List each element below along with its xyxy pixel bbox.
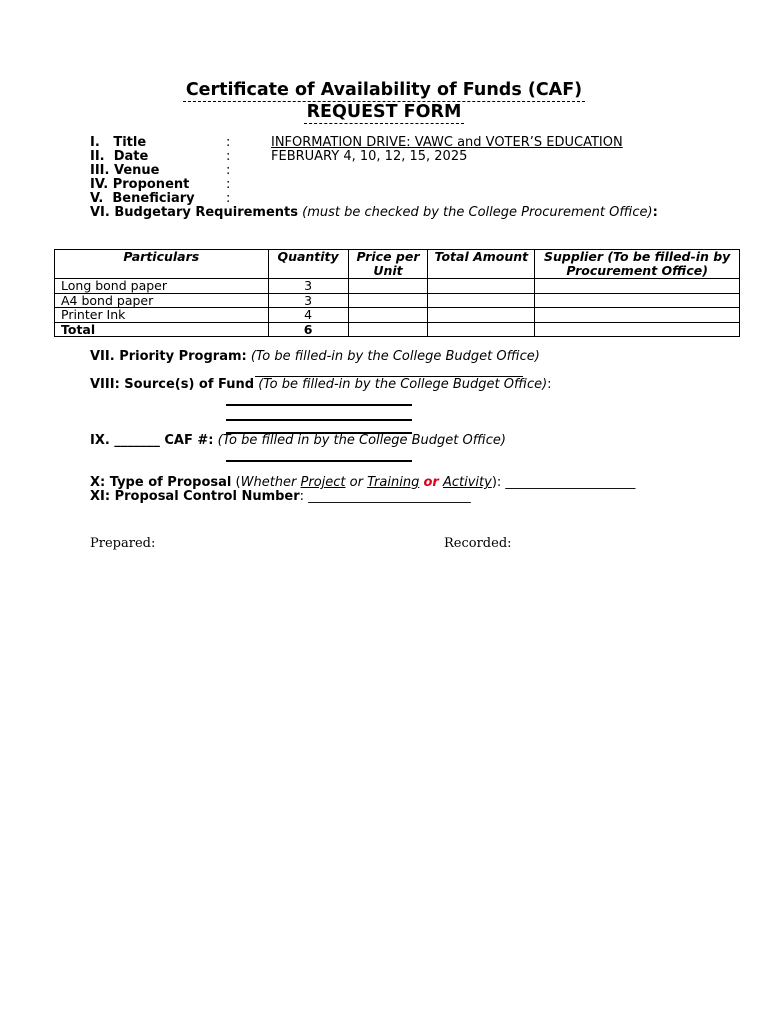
form-title-line2: REQUEST FORM	[304, 102, 465, 124]
col-header-price: Price per Unit	[348, 250, 428, 279]
field-num: V.	[90, 191, 104, 206]
budgetary-requirements	[90, 206, 670, 220]
field-colon: :	[226, 177, 231, 192]
field-label: Date	[113, 149, 149, 164]
cell-particulars: Printer Ink	[55, 308, 269, 323]
table-header-row	[55, 250, 740, 279]
caf-number	[90, 434, 506, 448]
field-label: Beneficiary	[112, 191, 195, 206]
field-colon: :	[226, 149, 231, 164]
option-project: Project	[300, 475, 346, 490]
cell-supplier	[535, 293, 740, 308]
type-of-proposal: X: Type of Proposal (Whether Project or Training or Activity): ____________________	[90, 475, 636, 490]
control-number-label: XI: Proposal Control Number	[90, 489, 300, 504]
source-line-1	[226, 404, 412, 406]
budget-label: VI. Budgetary Requirements	[90, 205, 298, 220]
option-training: Training	[367, 475, 420, 490]
col-header-quantity: Quantity	[268, 250, 348, 279]
cell-total	[428, 293, 535, 308]
field-value-date: FEBRUARY 4, 10, 12, 15, 2025	[271, 149, 468, 164]
cell-supplier	[535, 308, 740, 323]
proposal-control-number: XI: Proposal Control Number: _________________________	[90, 489, 471, 504]
field-label: Proponent	[112, 177, 190, 192]
field-colon: :	[226, 191, 231, 206]
field-num: I.	[90, 135, 100, 150]
proposal-type-blank: ____________________	[505, 475, 636, 490]
budget-table	[54, 249, 740, 337]
col-header-supplier: Supplier (To be filled-in by Procurement Office)	[535, 250, 740, 279]
source-line-2	[226, 419, 412, 421]
field-colon: :	[226, 163, 231, 178]
budget-note: (must be checked by the College Procurement Office)	[302, 205, 653, 220]
caf-prefix: IX. _______ CAF #:	[90, 433, 214, 448]
col-header-particulars: Particulars	[55, 250, 269, 279]
source-colon: :	[547, 377, 552, 392]
recorded-label: Recorded:	[444, 536, 512, 551]
cell-price	[348, 308, 428, 323]
cell-particulars: A4 bond paper	[55, 293, 269, 308]
cell-total	[428, 279, 535, 294]
proposal-type-whether: Whether	[240, 475, 297, 490]
source-label: VIII: Source(s) of Fund	[90, 377, 255, 392]
option-activity: Activity	[442, 475, 492, 490]
control-number-blank: _________________________	[308, 489, 471, 504]
table-row	[55, 279, 740, 294]
budget-colon: :	[652, 205, 658, 220]
cell-total-label: Total	[55, 322, 269, 337]
cell-price	[348, 279, 428, 294]
priority-label: VII. Priority Program:	[90, 349, 247, 364]
cell-particulars: Long bond paper	[55, 279, 269, 294]
cell-quantity: 3	[268, 279, 348, 294]
cell-total-quantity: 6	[268, 322, 348, 337]
form-title	[0, 80, 768, 124]
form-title-line1: Certificate of Availability of Funds (CAF)	[183, 80, 585, 102]
table-row	[55, 293, 740, 308]
caf-note: (To be filled in by the College Budget Office)	[217, 433, 506, 448]
or-highlight: or	[423, 475, 439, 490]
table-total-row	[55, 322, 740, 337]
cell-total	[428, 308, 535, 323]
field-num: II.	[90, 149, 105, 164]
field-label: Venue	[113, 163, 160, 178]
cell-supplier	[535, 279, 740, 294]
field-value-title: INFORMATION DRIVE: VAWC and VOTER’S EDUCATION	[271, 135, 623, 150]
cell-price	[348, 293, 428, 308]
prepared-label: Prepared:	[90, 536, 156, 551]
priority-program	[90, 350, 540, 364]
proposal-type-label: X: Type of Proposal	[90, 475, 232, 490]
field-num: IV.	[90, 177, 109, 192]
caf-line	[226, 460, 412, 462]
priority-note: (To be filled-in by the College Budget Office)	[250, 349, 540, 364]
field-num: III.	[90, 163, 110, 178]
field-label: Title	[113, 135, 147, 150]
col-header-total: Total Amount	[428, 250, 535, 279]
cell-quantity: 4	[268, 308, 348, 323]
cell-quantity: 3	[268, 293, 348, 308]
source-of-fund	[90, 378, 552, 392]
table-row	[55, 308, 740, 323]
source-note: (To be filled-in by the College Budget Office)	[258, 377, 548, 392]
field-colon: :	[226, 135, 231, 150]
